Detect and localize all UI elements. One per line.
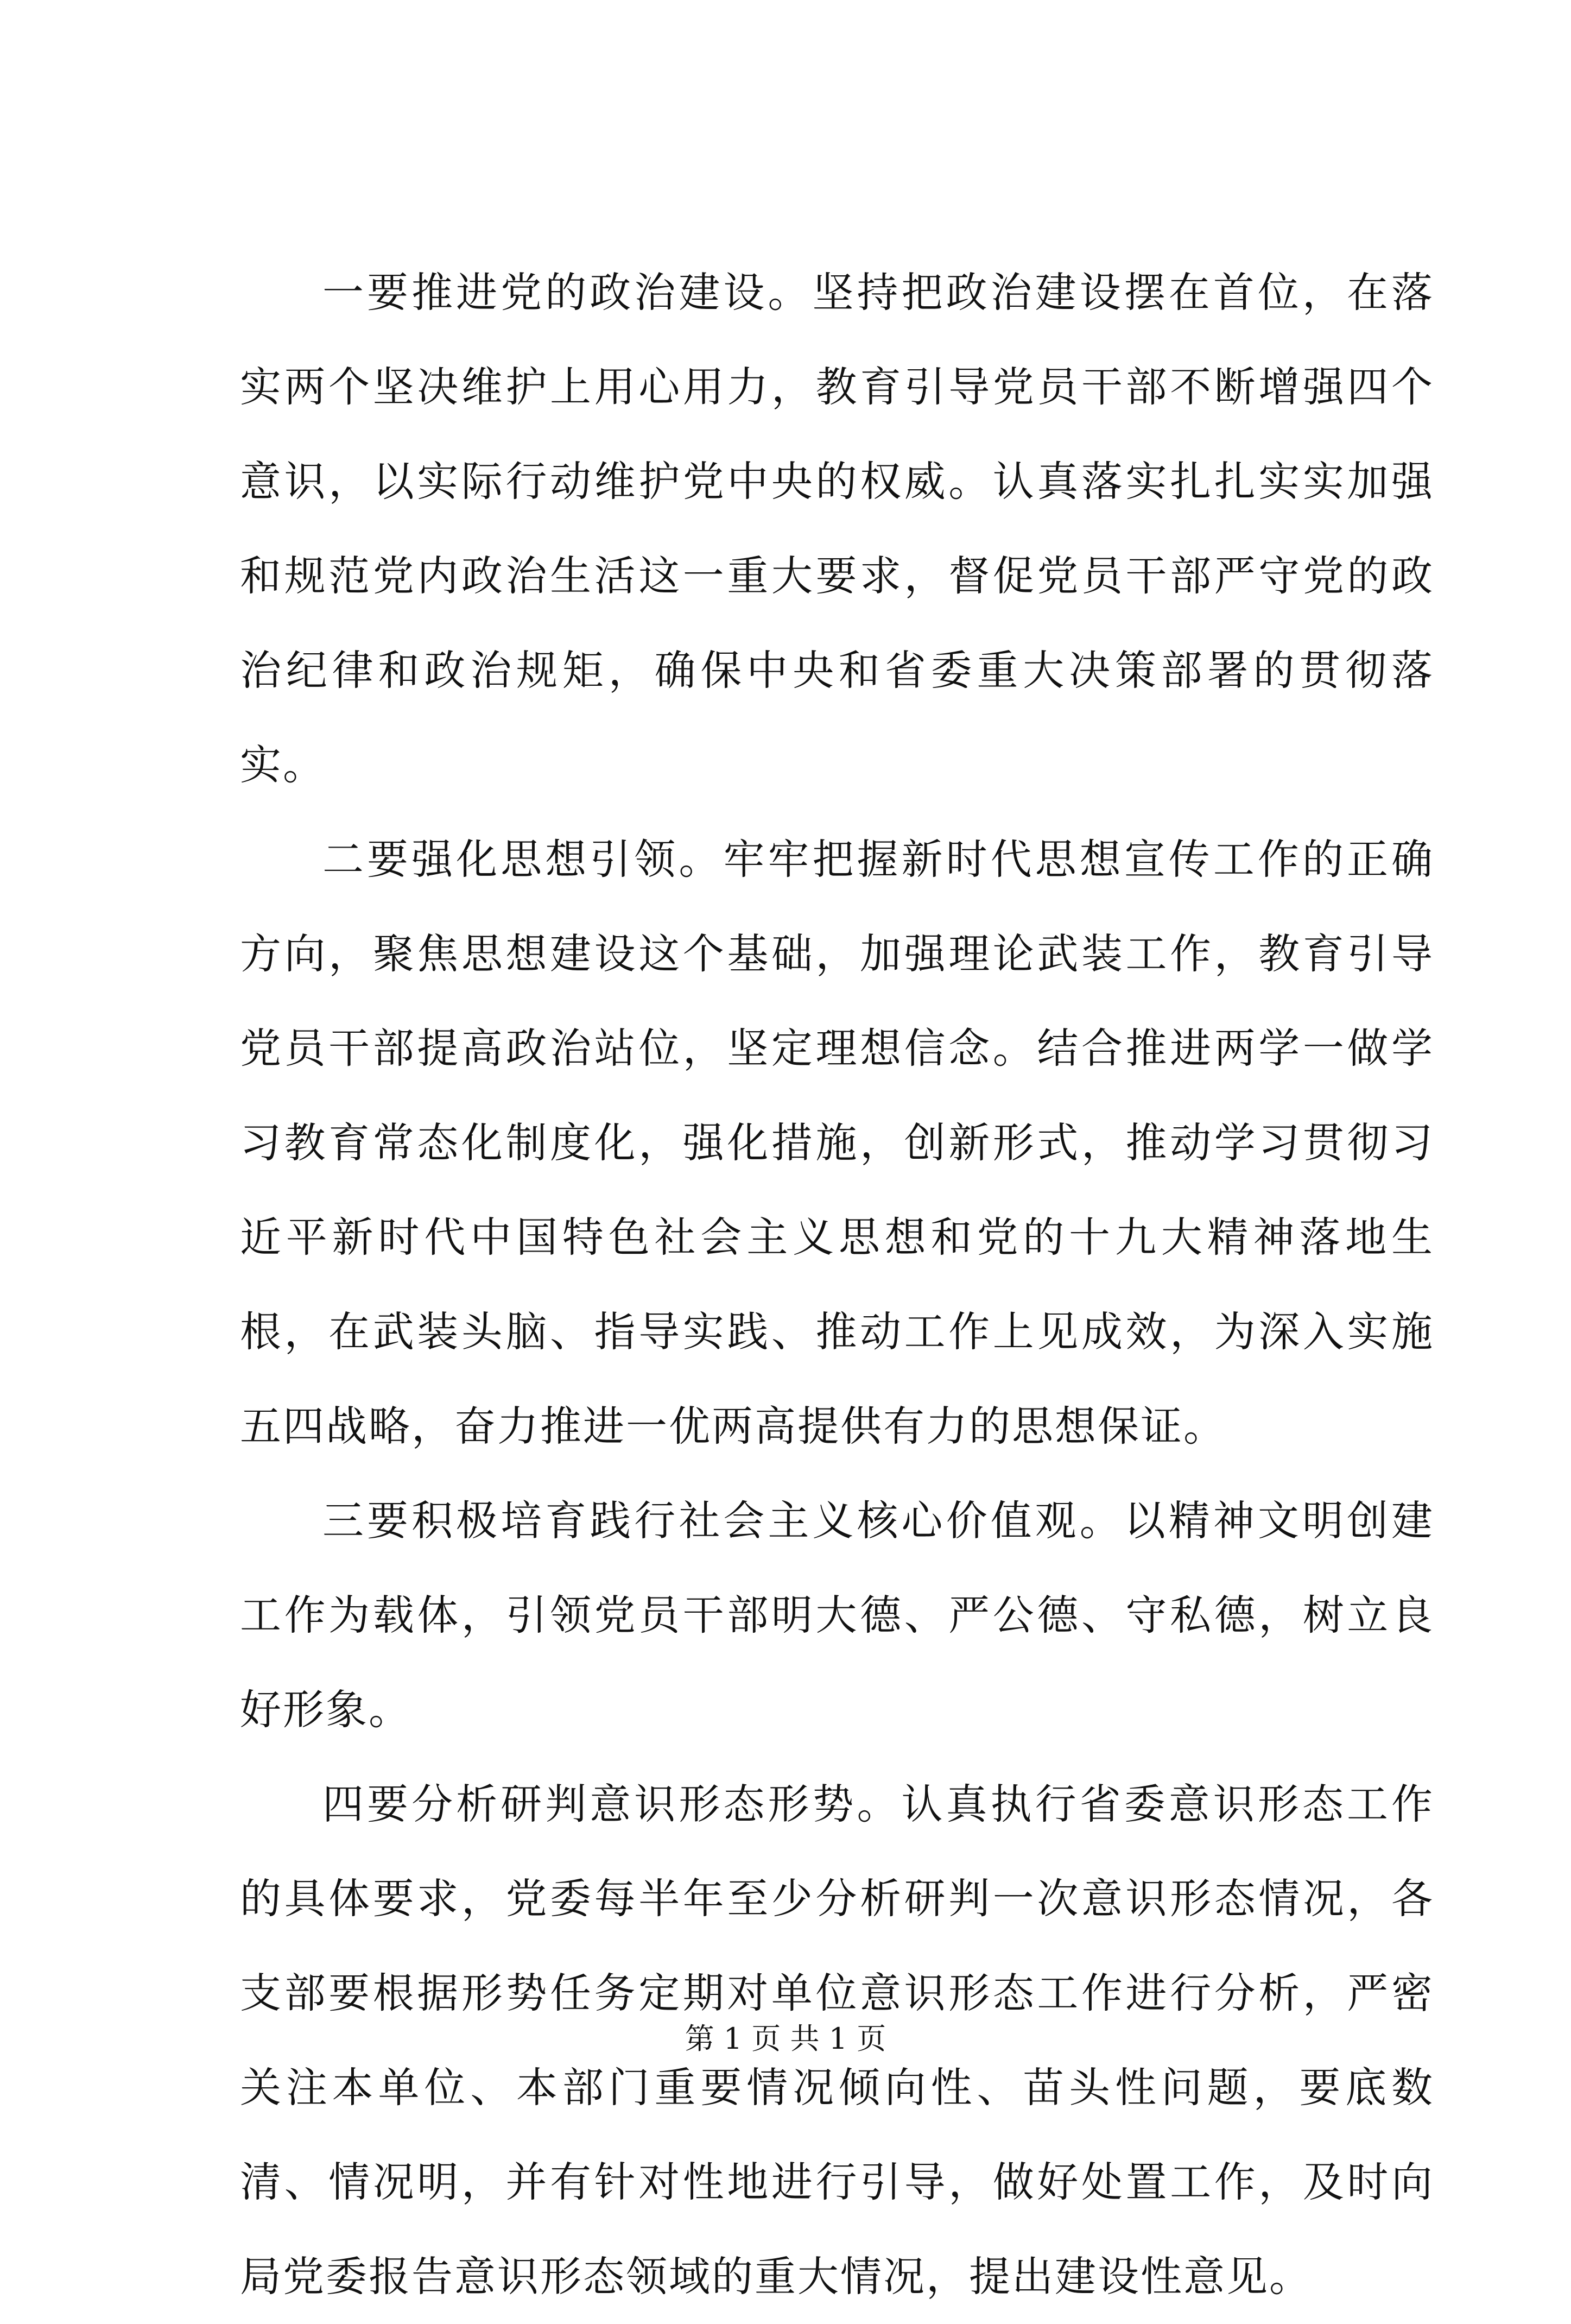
paragraph-political-building: 一要推进党的政治建设。坚持把政治建设摆在首位，在落实两个坚决维护上用心用力，教育引导党员干部不断增强四个意识，以实际行动维护党中央的权威。认真落实扎扎实实加强和规范党内政治生活这一重大要求，督促党员干部严守党的政治纪律和政治规矩，确保中央和省委重大决策部署的贯彻落实。 [240,268,1434,789]
page-number-footer: 第 1 页 共 1 页 [685,2022,886,2056]
paragraph-ideology-analysis: 四要分析研判意识形态形势。认真执行省委意识形态工作的具体要求，党委每半年至少分析研判一次意识形态情况，各支部要根据形势任务定期对单位意识形态工作进行分析，严密关注本单位、本部门重要情况倾向性、苗头性问题，要底数清、情况明，并有针对性地进行引导，做好处置工作，及时向局党委报告意识形态领域的重大情况，提出建设性意见。 [240,1780,1434,2301]
paragraph-core-values: 三要积极培育践行社会主义核心价值观。以精神文明创建工作为载体，引领党员干部明大德、严公德、守私德，树立良好形象。 [240,1496,1434,1734]
paragraph-ideological-guidance: 二要强化思想引领。牢牢把握新时代思想宣传工作的正确方向，聚焦思想建设这个基础，加强理论武装工作，教育引导党员干部提高政治站位，坚定理想信念。结合推进两学一做学习教育常态化制度化，强化措施，创新形式，推动学习贯彻习近平新时代中国特色社会主义思想和党的十九大精神落地生根，在武装头脑、指导实践、推动工作上见成效，为深入实施五四战略，奋力推进一优两高提供有力的思想保证。 [240,835,1434,1450]
document-body [240,245,1434,2324]
